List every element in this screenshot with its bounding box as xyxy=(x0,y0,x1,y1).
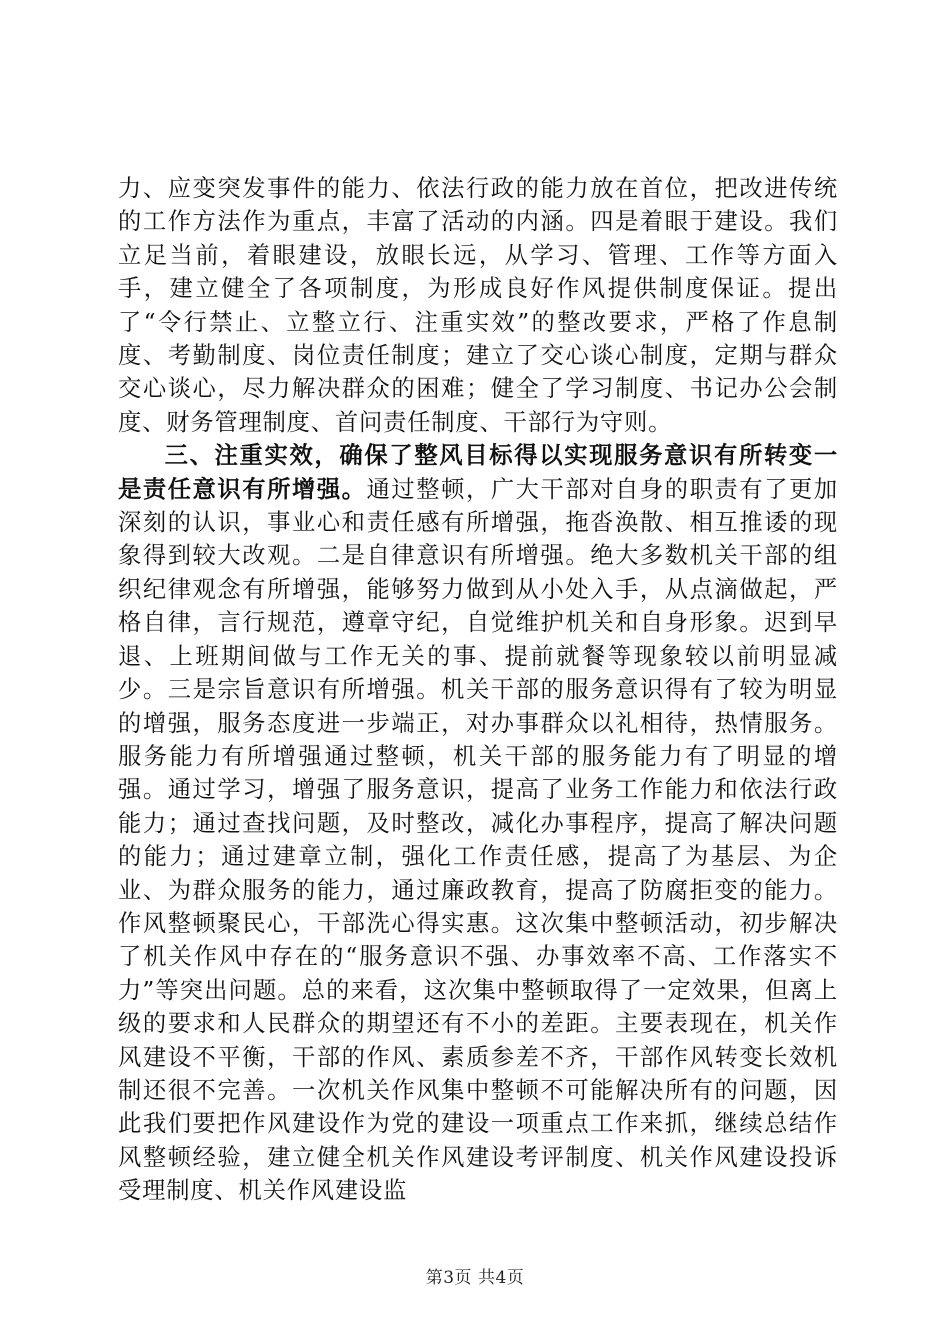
section-heading: 三、注重实效，确保了整风目标得以实现服务意识有所转变一是责任意识有所增强。 xyxy=(118,442,838,503)
page-number-footer: 第3页 共4页 xyxy=(425,1268,525,1288)
document-body xyxy=(118,172,838,1208)
paragraph-continued: 力、应变突发事件的能力、依法行政的能力放在首位，把改进传统的工作方法作为重点，丰富了活动的内涵。四是着眼于建设。我们立足当前，着眼建设，放眼长远，从学习、管理、工作等方面入手，建立健全了各项制度，为形成良好作风提供制度保证。提出了“令行禁止、立整立行、注重实效”的整改要求，严格了作息制度、考勤制度、岗位责任制度；建立了交心谈心制度，定期与群众交心谈心，尽力解决群众的困难；健全了学习制度、书记办公会制度、财务管理制度、首问责任制度、干部行为守则。 xyxy=(118,175,838,436)
section-body: 通过整顿，广大干部对自身的职责有了更加深刻的认识，事业心和责任感有所增强，拖沓涣散、相互推诿的现象得到较大改观。二是自律意识有所增强。绝大多数机关干部的组织纪律观念有所增强，能够努力做到从小处入手，从点滴做起，严格自律，言行规范，遵章守纪，自觉维护机关和自身形象。迟到早退、上班期间做与工作无关的事、提前就餐等现象较以前明显减少。三是宗旨意识有所增强。机关干部的服务意识得有了较为明显的增强，服务态度进一步端正，对办事群众以礼相待，热情服务。服务能力有所增强通过整顿，机关干部的服务能力有了明显的增强。通过学习，增强了服务意识，提高了业务工作能力和依法行政能力；通过查找问题，及时整改，减化办事程序，提高了解决问题的能力；通过建章立制，强化工作责任感，提高了为基层、为企业、为群众服务的能力，通过廉政教育，提高了防腐拒变的能力。作风整顿聚民心，干部洗心得实惠。这次集中整顿活动，初步解决了机关作风中存在的“服务意识不强、办事效率不高、工作落实不力”等突出问题。总的来看，这次集中整顿取得了一定效果，但离上级的要求和人民群众的期望还有不小的差距。主要表现在，机关作风建设不平衡，干部的作风、素质参差不齐，干部作风转变长效机制还很不完善。一次机关作风集中整顿不可能解决所有的问题，因此我们要把作风建设作为党的建设一项重点工作来抓，继续总结作风整顿经验，建立健全机关作风建设考评制度、机关作风建设投诉受理制度、机关作风建设监 xyxy=(118,475,839,1205)
paragraph-section-three xyxy=(118,439,838,1207)
